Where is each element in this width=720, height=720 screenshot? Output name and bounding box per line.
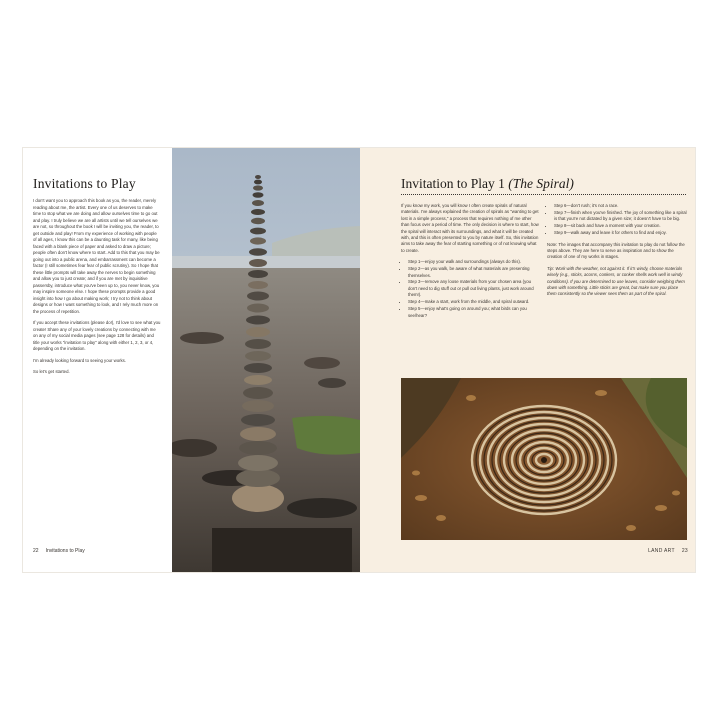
steps-list — [547, 203, 687, 237]
right-folio — [641, 548, 688, 554]
running-head: Invitations to Play — [45, 548, 85, 554]
running-head: LAND ART — [648, 548, 675, 554]
right-page-title — [401, 176, 689, 192]
right-page — [360, 148, 695, 572]
tip-paragraph: Tip: Work with the weather, not against it. If it's windy, choose materials wisely (e.g., sticks, acorns, conkers, or conker shells work well in windy conditions). If you are determined to use leaves, consider weighing them down with something. Little sticks are great, but make sure you place them consistently so the viewer sees them as part of the spiral. — [547, 265, 685, 297]
left-page — [23, 148, 172, 572]
text-column-right — [547, 203, 687, 303]
paragraph: I don't want you to approach this book as you, the reader, merely reading about me, the artist. Every one of us deserves to make time to stop what we are doing and allow ourselves time to go out and play. I truly believe we are all artists until we tell ourselves we are not, so throughout the book I will be inviting you, the reader, to get outside and play! From my experience of working with people of all ages, I know this can be a daunting task for many, like being faced with a blank piece of paper and asked to draw a picture; people often don't know where to start. Add to this that you may be going out into a public arena, and embarrassment can become a factor (I still sometimes fear fear of public scrutiny). So I hope that these little prompts will take away the nerves to begin something and allow you to just create; and if you are met by inquisitive passersby, introduce what you've been up to, you never know, you may inspire someone else. I hope these prompts provide a good insight into how I go about making work; I try not to think about designs or how I want something to look, and I rely much more on the process of repetition. — [33, 198, 160, 314]
step-item: • Step 8—sit back and have a moment with your creation. — [554, 223, 687, 229]
title-sub: (The Spiral) — [508, 176, 574, 191]
step-item: • Step 3—remove any loose materials from your chosen area (you don't need to dig stuff out or pull out living plants, just work around them!). — [408, 279, 539, 298]
paragraph: So let's get started. — [33, 369, 70, 374]
paragraph: I'm already looking forward to seeing your works. — [33, 357, 127, 363]
stone-stack-photo — [172, 148, 360, 572]
intro-paragraph: If you know my work, you will know I often create spirals of natural materials. I've always explained the creation of spirals as "wanting to get lost in a simple process," a process that requires nothing of me other than focus over a period of time. The only decision is where to start, how the spiral will interact with its surroundings, and what it will be created with, and this is often presented to you by nature itself. So, this invitation aims to take away the fear of starting something or of not knowing what to create. — [401, 203, 539, 253]
paragraph: If you accept these invitations (please do!), I'd love to see what you create! Share any of your lovely creations by connecting with me on any of my social media pages (see page 128 for details) and title your works "invitation to play" along with either 1, 2, 3, or 4, depending on the invitation. — [33, 320, 161, 351]
text-column-left — [401, 203, 539, 324]
page-number: 22 — [33, 548, 39, 554]
step-item: • Step 1—enjoy your walk and surroundings (always do this). — [408, 259, 539, 265]
left-folio — [33, 548, 92, 554]
step-item: • Step 4—make a start, work from the middle, and spiral outward. — [408, 299, 539, 305]
note-paragraph: Note: The images that accompany this invitation to play do not follow the steps above. They are here to serve as inspiration and to show the creation of one of my works in stages. — [547, 241, 685, 260]
left-page-body — [33, 198, 161, 381]
step-item: • Step 2—as you walk, be aware of what materials are presenting themselves. — [408, 266, 539, 279]
leaf-spiral-image — [401, 378, 687, 540]
step-item: • Step 7—finish when you've finished. The joy of something like a spiral is that you're not dictated by a given size; it doesn't have to be big. — [554, 210, 687, 223]
steps-list — [401, 259, 539, 319]
step-item: • Step 5—enjoy what's going on around you; what birds can you see/hear? — [408, 306, 539, 319]
step-item: • Step 9—walk away and leave it for others to find and enjoy. — [554, 230, 687, 236]
title-main: Invitation to Play 1 — [401, 176, 505, 191]
leaf-spiral-photo — [401, 378, 687, 540]
page-number: 23 — [681, 548, 688, 554]
book-spread — [23, 148, 695, 572]
dotted-rule — [401, 194, 686, 195]
stone-stack-image — [172, 148, 360, 572]
step-item: • Step 6—don't rush; it's not a race. — [554, 203, 687, 209]
left-page-title: Invitations to Play — [33, 176, 136, 191]
